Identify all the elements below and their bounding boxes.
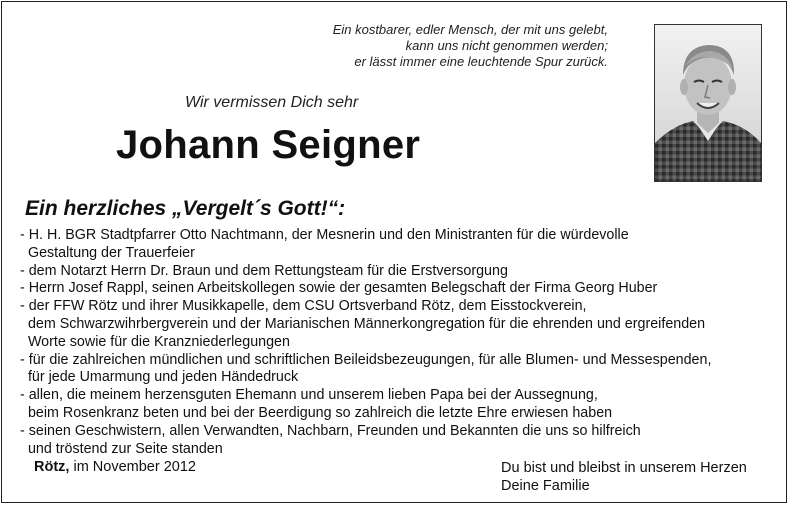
quote-line: Ein kostbarer, edler Mensch, der mit uns gelebt,: [332, 22, 608, 37]
thanks-line: und tröstend zur Seite standen: [20, 440, 223, 457]
thanks-heading: Ein herzliches „Vergelt´s Gott!“:: [25, 197, 346, 220]
deceased-name: Johann Seigner: [116, 123, 421, 167]
thanks-line: - Herrn Josef Rappl, seinen Arbeitskollegen sowie der gesamten Belegschaft der Firma Georg Huber: [20, 280, 658, 297]
quote-line: er lässt immer eine leuchtende Spur zurück.: [354, 54, 608, 69]
thanks-line: - der FFW Rötz und ihrer Musikkapelle, dem CSU Ortsverband Rötz, dem Eisstockverein,: [20, 298, 587, 315]
signature: [501, 459, 747, 495]
obituary-card: [1, 1, 787, 503]
signature-line: Du bist und bleibst in unserem Herzen: [501, 460, 747, 476]
portrait-photo: [654, 24, 762, 182]
miss-text: Wir vermissen Dich sehr: [185, 94, 359, 111]
date-text: im November 2012: [69, 459, 196, 475]
thanks-line: - H. H. BGR Stadtpfarrer Otto Nachtmann, der Mesnerin und den Ministranten für die würdevolle: [20, 227, 629, 243]
portrait-photo-icon: [655, 25, 761, 181]
thanks-line: dem Schwarzwihrbergverein und der Marianischen Männerkongregation für die ehrenden und ergreifenden: [20, 315, 706, 332]
thanks-line: Worte sowie für die Kranzniederlegungen: [20, 333, 290, 350]
thanks-line: Gestaltung der Trauerfeier: [20, 244, 195, 261]
thanks-line: - für die zahlreichen mündlichen und schriftlichen Beileidsbezeugungen, für alle Blumen- und Messespenden,: [20, 351, 712, 368]
thanks-list: [20, 227, 780, 458]
thanks-line: - dem Notarzt Herrn Dr. Braun und dem Rettungsteam für die Erstversorgung: [20, 262, 508, 279]
thanks-line: beim Rosenkranz beten und bei der Beerdigung so zahlreich die letzte Ehre erwiesen haben: [20, 404, 613, 421]
thanks-line: für jede Umarmung und jeden Händedruck: [20, 369, 299, 386]
thanks-line: - seinen Geschwistern, allen Verwandten, Nachbarn, Freunden und Bekannten die uns so hilfreich: [20, 422, 641, 439]
thanks-line: - allen, die meinem herzensguten Ehemann und unserem lieben Papa bei der Aussegnung,: [20, 387, 598, 404]
place-name: Rötz,: [34, 459, 70, 475]
place-date: [34, 459, 196, 475]
signature-family: Deine Familie: [501, 478, 590, 494]
memorial-quote: [333, 22, 608, 70]
quote-line: kann uns nicht genommen werden;: [405, 38, 608, 53]
